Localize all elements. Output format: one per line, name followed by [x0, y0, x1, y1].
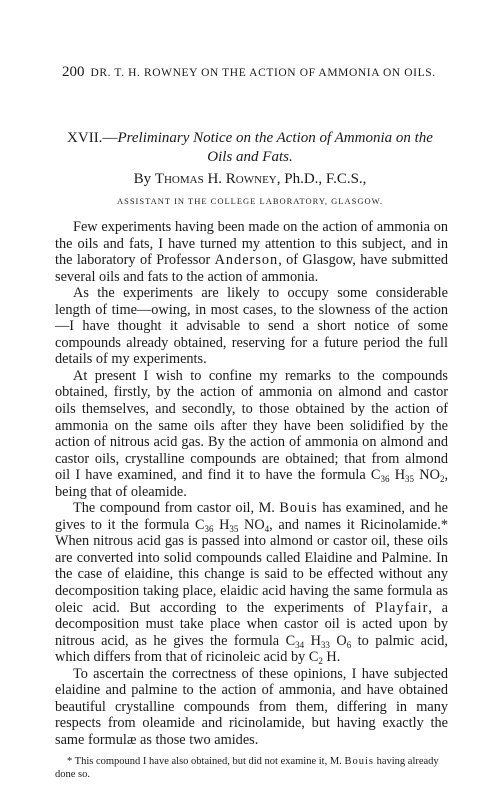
text-run: NO [414, 467, 440, 484]
text-run: to palmic acid, which differs from that of ricinoleic acid by C [55, 632, 448, 666]
text-run: H [304, 632, 321, 649]
text-run: H [389, 467, 406, 484]
text-run: has examined, and he gives to it the formula C [55, 500, 448, 533]
person-name: Bouis [279, 500, 318, 517]
subscript: 36 [380, 474, 390, 485]
paragraph-4 [55, 500, 448, 665]
title-line-1: Preliminary Notice on the Action of Ammonia on the [117, 130, 433, 146]
running-head [62, 64, 436, 81]
text-run: NO [238, 516, 265, 533]
subscript: 35 [229, 523, 239, 534]
author-affiliation: ASSISTANT IN THE COLLEGE LABORATORY, GLASGOW. [116, 196, 384, 206]
text-run: H [213, 516, 230, 533]
author-byline [60, 171, 440, 188]
subscript: 34 [295, 639, 305, 650]
article-title [60, 129, 440, 167]
subscript: 2 [318, 656, 323, 667]
text-run: Few experiments having been made on the action of ammonia on the oils and fats, I have turned my attention to this subject, and in the laboratory of Professor [55, 219, 448, 269]
text-run: At present I wish to confine my remarks to the compounds obtained, firstly, by the action of ammonia on almond and castor oils themselves, and secondly, to those obtained by the action of ammonia on the same oils after they have been solidified by the action of nitrous acid gas. By the action of ammonia on almond and castor oils, crystalline compounds are obtained; that from almond oil I have examined, and find it to have the formula C [55, 367, 448, 484]
footnote-text: having already done so. [55, 756, 439, 780]
running-head-text: DR. T. H. ROWNEY ON THE ACTION OF AMMONIA ON OILS. [90, 67, 436, 79]
text-run: , a decomposition must take place when castor oil is acted upon by nitrous acid, as he gives the formula C [55, 599, 449, 649]
text-run: O [329, 632, 347, 649]
paragraph-1 [55, 219, 448, 285]
text-run: , being that of oleamide. [55, 467, 449, 500]
subscript: 4 [264, 523, 270, 534]
paragraph-3 [55, 368, 448, 500]
person-name: Bouis [344, 756, 374, 767]
article-body [55, 219, 448, 749]
footnote-text: * This compound I have also obtained, but did not examine it, M. [67, 756, 345, 767]
page-number: 200 [62, 64, 85, 80]
text-run: , and names it Ricinolamide.* When nitrous acid gas is passed into almond or castor oil, these oils are converted into solid compounds called Elaidine and Palmine. In the case of elaidine, this change is said to be effected without any decomposition taking place, elaidic acid having the same formula as oleic acid. But according to the experiments of [55, 516, 448, 616]
text-run: H. [322, 649, 341, 666]
subscript: 2 [439, 474, 445, 485]
title-line-2: Oils and Fats. [207, 149, 293, 165]
subscript: 36 [204, 523, 214, 534]
byline-by: By [133, 171, 155, 187]
footnote [55, 755, 448, 781]
article-number: XVII.— [67, 130, 118, 146]
person-name: Playfair [375, 599, 429, 616]
paragraph-5: To ascertain the correctness of these opinions, I have subjected elaidine and palmine to the action of ammonia, and have obtained beautiful crystalline compounds from them, differing in many respects from oleamide and ricinolamide, but having exactly the same formulæ as those two amides. [55, 665, 448, 748]
person-name: Anderson [214, 252, 279, 269]
paragraph-2: As the experiments are likely to occupy some considerable length of time—owing, in most cases, to the slowness of the action—I have thought it advisable to send a short notice of some compounds already obtained, reserving for a future period the full details of my experiments. [55, 285, 448, 368]
subscript: 6 [346, 639, 352, 650]
author-credentials: , Ph.D., F.C.S., [276, 171, 367, 187]
subscript: 33 [320, 639, 330, 650]
text-run: , of Glasgow, have submitted several oils and fats to the action of ammonia. [55, 252, 448, 285]
subscript: 35 [405, 474, 415, 485]
author-name: Thomas H. Rowney [154, 171, 277, 187]
text-run: The compound from castor oil, M. [73, 500, 280, 517]
